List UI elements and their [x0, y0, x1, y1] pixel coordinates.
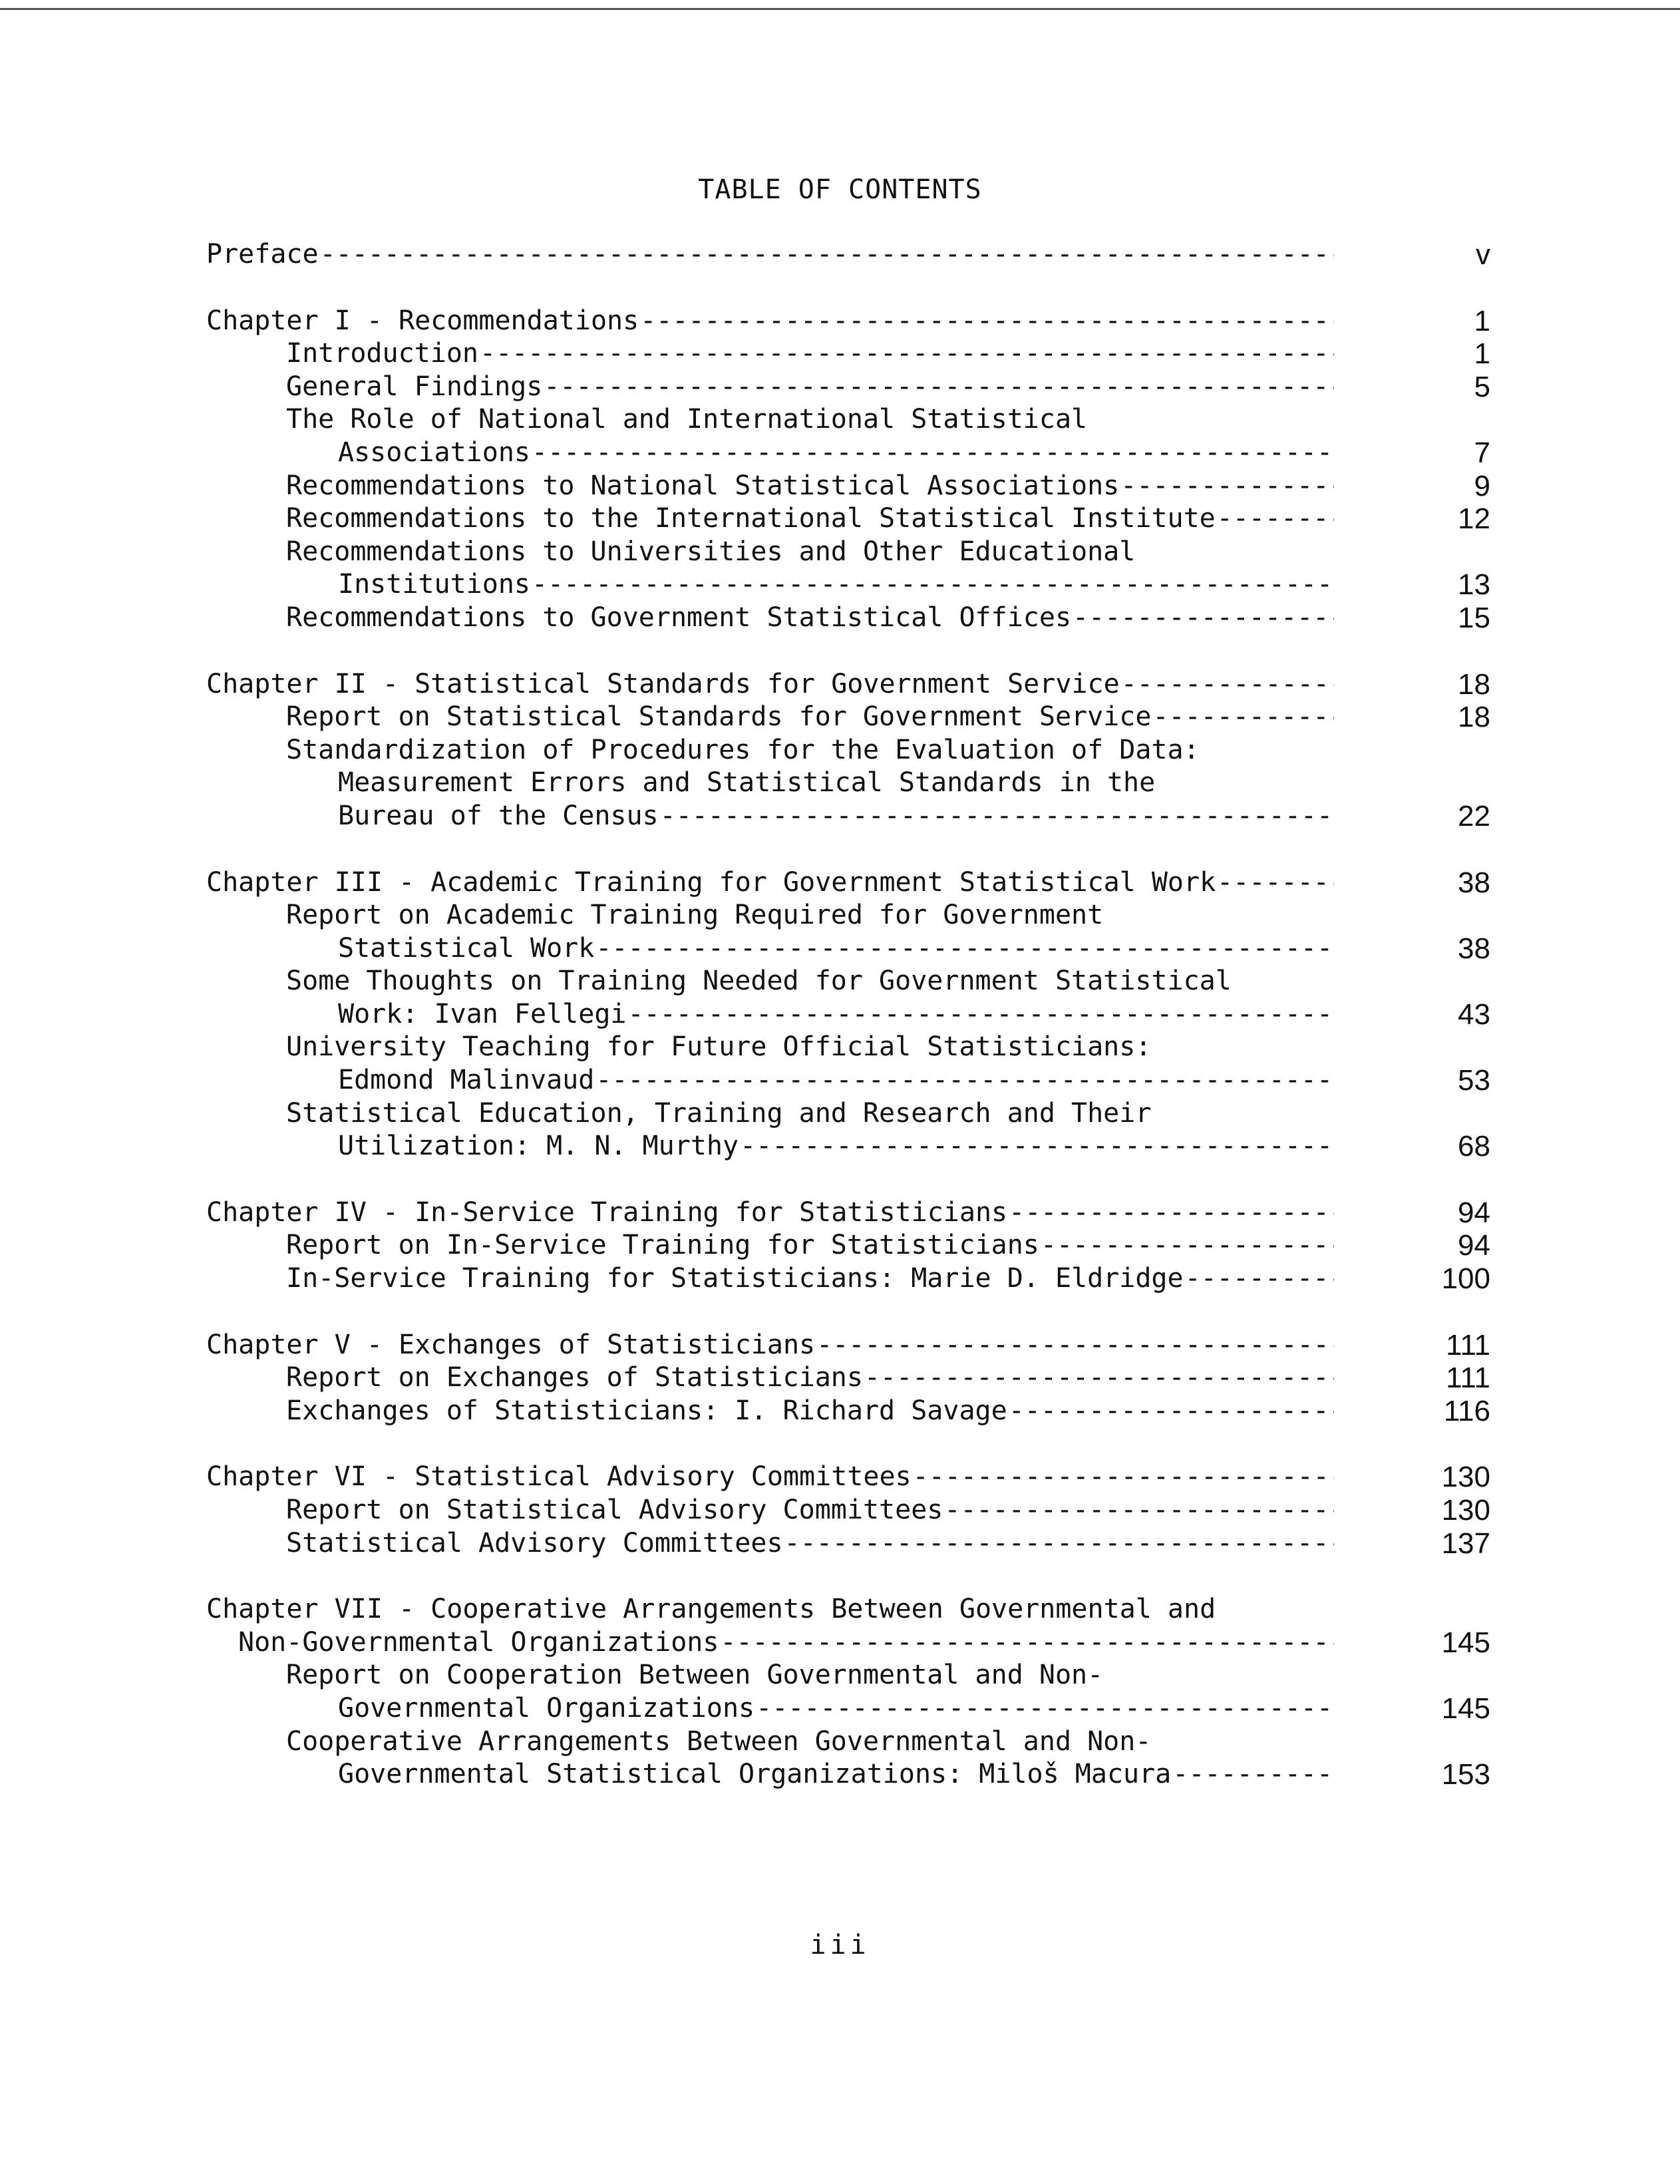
toc-entry-page: 12: [1458, 502, 1490, 536]
toc-entry: [206, 1758, 1490, 1791]
toc-entry: [206, 1262, 1490, 1296]
toc-entry-page: 1: [1474, 337, 1490, 371]
toc-entry-title: Report on Statistical Standards for Government Service -----: [286, 701, 1334, 734]
toc-entry-title: Cooperative Arrangements Between Governmental and Non-: [286, 1726, 1152, 1757]
toc-entry: [206, 1229, 1490, 1262]
toc-entry-title: Report on In-Service Training for Statisticians -----: [286, 1229, 1334, 1262]
toc-entry-title: Report on Exchanges of Statisticians -----: [286, 1362, 1334, 1395]
toc-entry-title: Chapter I - Recommendations -----: [206, 305, 1334, 338]
toc-entry-page: v: [1476, 238, 1490, 271]
toc-entry-title: Recommendations to Universities and Other Educational: [286, 536, 1136, 567]
toc-entry-title: Chapter IV - In-Service Training for Statisticians -----: [206, 1196, 1334, 1230]
toc-entry-title: Exchanges of Statisticians: I. Richard Savage -----: [286, 1395, 1334, 1428]
toc-entry-title: Report on Academic Training Required for Government: [286, 900, 1104, 931]
toc-entry-title: Statistical Advisory Committees -----: [286, 1527, 1334, 1560]
toc-entry: [206, 1031, 1490, 1064]
toc-entry-page: 38: [1458, 866, 1490, 899]
toc-entry-title: Measurement Errors and Statistical Standards in the: [338, 767, 1156, 799]
toc-entry: [206, 1659, 1490, 1692]
toc-entry-page: 13: [1458, 568, 1490, 602]
toc-entry: [206, 701, 1490, 734]
toc-entry: [206, 502, 1490, 536]
toc-entry-page: 116: [1443, 1394, 1490, 1427]
toc-entry-page: 15: [1458, 601, 1490, 634]
toc-entry: [206, 238, 1490, 272]
toc-entry-title: Statistical Education, Training and Research and Their: [286, 1097, 1152, 1129]
toc-section: [206, 1461, 1490, 1560]
toc-section: [206, 668, 1490, 833]
toc-entry-title: Recommendations to National Statistical Associations -----: [286, 470, 1334, 503]
toc-entry-title: Governmental Organizations -----: [338, 1692, 1334, 1726]
toc-entry-title: Introduction -----: [286, 337, 1334, 371]
toc-entry: [206, 305, 1490, 338]
toc-entry-title: Utilization: M. N. Murthy -----: [338, 1130, 1334, 1163]
toc-entry-page: 111: [1446, 1362, 1490, 1395]
toc-entry-page: 153: [1441, 1758, 1490, 1791]
table-of-contents: [206, 238, 1490, 1825]
toc-entry: [206, 998, 1490, 1031]
toc-entry-title: Some Thoughts on Training Needed for Government Statistical: [286, 966, 1232, 997]
toc-entry-page: 100: [1441, 1262, 1490, 1296]
page-number: iii: [810, 1930, 870, 1960]
toc-entry: [206, 932, 1490, 966]
toc-entry-title: Chapter III - Academic Training for Government Statistical Work -----: [206, 866, 1334, 900]
toc-entry: [206, 965, 1490, 998]
toc-entry-title: Chapter VI - Statistical Advisory Committees -----: [206, 1461, 1334, 1494]
toc-entry-title: Statistical Work -----: [338, 932, 1334, 966]
toc-entry-page: 94: [1458, 1229, 1490, 1262]
toc-entry-title: University Teaching for Future Official Statisticians:: [286, 1031, 1152, 1063]
toc-entry: [206, 1064, 1490, 1097]
toc-entry-title: Report on Statistical Advisory Committees -----: [286, 1494, 1334, 1527]
toc-entry-page: 94: [1458, 1196, 1490, 1229]
toc-entry: [206, 337, 1490, 371]
top-rule: [0, 8, 1680, 10]
toc-entry: [206, 568, 1490, 602]
toc-entry-page: 130: [1441, 1494, 1490, 1527]
toc-entry: [206, 1726, 1490, 1759]
toc-entry: [206, 767, 1490, 800]
toc-entry: [206, 1494, 1490, 1527]
toc-entry-page: 18: [1458, 667, 1490, 701]
toc-section: [206, 305, 1490, 635]
toc-entry-title: Recommendations to Government Statistical Offices -----: [286, 602, 1334, 635]
toc-entry-title: Recommendations to the International Statistical Institute -----: [286, 502, 1334, 536]
toc-entry-page: 53: [1458, 1064, 1490, 1097]
toc-entry-page: 1: [1474, 304, 1490, 337]
toc-section: [206, 1196, 1490, 1296]
toc-entry: [206, 800, 1490, 833]
toc-entry: [206, 1329, 1490, 1362]
toc-section: [206, 1593, 1490, 1791]
toc-entry: [206, 536, 1490, 569]
toc-entry: [206, 437, 1490, 470]
toc-entry: [206, 1362, 1490, 1395]
toc-entry: [206, 668, 1490, 701]
toc-entry: [206, 470, 1490, 503]
toc-title: TABLE OF CONTENTS: [698, 174, 982, 205]
toc-entry-title: In-Service Training for Statisticians: Marie D. Eldridge -----: [286, 1262, 1334, 1296]
toc-entry-page: 9: [1474, 469, 1490, 502]
toc-section: [206, 238, 1490, 272]
toc-entry: [206, 602, 1490, 635]
toc-entry: [206, 1692, 1490, 1726]
toc-section: [206, 866, 1490, 1163]
toc-entry: [206, 1395, 1490, 1428]
toc-entry: [206, 734, 1490, 767]
toc-entry: [206, 1097, 1490, 1131]
toc-entry: [206, 403, 1490, 437]
toc-entry-title: Work: Ivan Fellegi -----: [338, 998, 1334, 1031]
toc-entry: [206, 1593, 1490, 1626]
toc-entry-title: Governmental Statistical Organizations: Miloš Macura -----: [338, 1758, 1334, 1791]
toc-entry-page: 7: [1474, 436, 1490, 469]
toc-section: [206, 1329, 1490, 1428]
toc-entry: [206, 899, 1490, 932]
toc-entry-title: Chapter V - Exchanges of Statisticians -----: [206, 1329, 1334, 1362]
toc-entry: [206, 1626, 1490, 1660]
toc-entry-title: Standardization of Procedures for the Evaluation of Data:: [286, 734, 1200, 765]
toc-entry-title: General Findings -----: [286, 371, 1334, 404]
toc-entry-title: Institutions -----: [338, 568, 1334, 602]
toc-entry: [206, 371, 1490, 404]
toc-entry: [206, 1196, 1490, 1230]
toc-entry-title: Edmond Malinvaud -----: [338, 1064, 1334, 1097]
toc-entry-title: Report on Cooperation Between Governmental and Non-: [286, 1660, 1104, 1691]
toc-entry-title: Chapter II - Statistical Standards for Government Service -----: [206, 668, 1334, 701]
toc-entry-page: 130: [1441, 1461, 1490, 1494]
toc-entry-title: The Role of National and International Statistical: [286, 404, 1088, 435]
toc-entry-page: 68: [1458, 1130, 1490, 1163]
toc-entry-page: 5: [1474, 370, 1490, 403]
toc-entry-title: Chapter VII - Cooperative Arrangements Between Governmental and: [206, 1594, 1216, 1625]
toc-entry: [206, 1527, 1490, 1560]
toc-entry-title: Preface -----: [206, 238, 1334, 272]
toc-entry: [206, 1130, 1490, 1163]
toc-entry-page: 18: [1458, 701, 1490, 734]
toc-entry-page: 22: [1458, 799, 1490, 832]
toc-entry-page: 111: [1446, 1328, 1490, 1362]
toc-entry-page: 145: [1441, 1692, 1490, 1725]
toc-entry-page: 43: [1458, 998, 1490, 1031]
toc-entry-page: 145: [1441, 1626, 1490, 1659]
toc-entry-page: 38: [1458, 932, 1490, 965]
toc-entry-title: Bureau of the Census -----: [338, 800, 1334, 833]
toc-entry-page: 137: [1441, 1527, 1490, 1560]
toc-entry-title: Associations -----: [338, 437, 1334, 470]
toc-entry-title: Non-Governmental Organizations -----: [238, 1626, 1334, 1660]
toc-entry: [206, 1461, 1490, 1494]
toc-entry: [206, 866, 1490, 900]
